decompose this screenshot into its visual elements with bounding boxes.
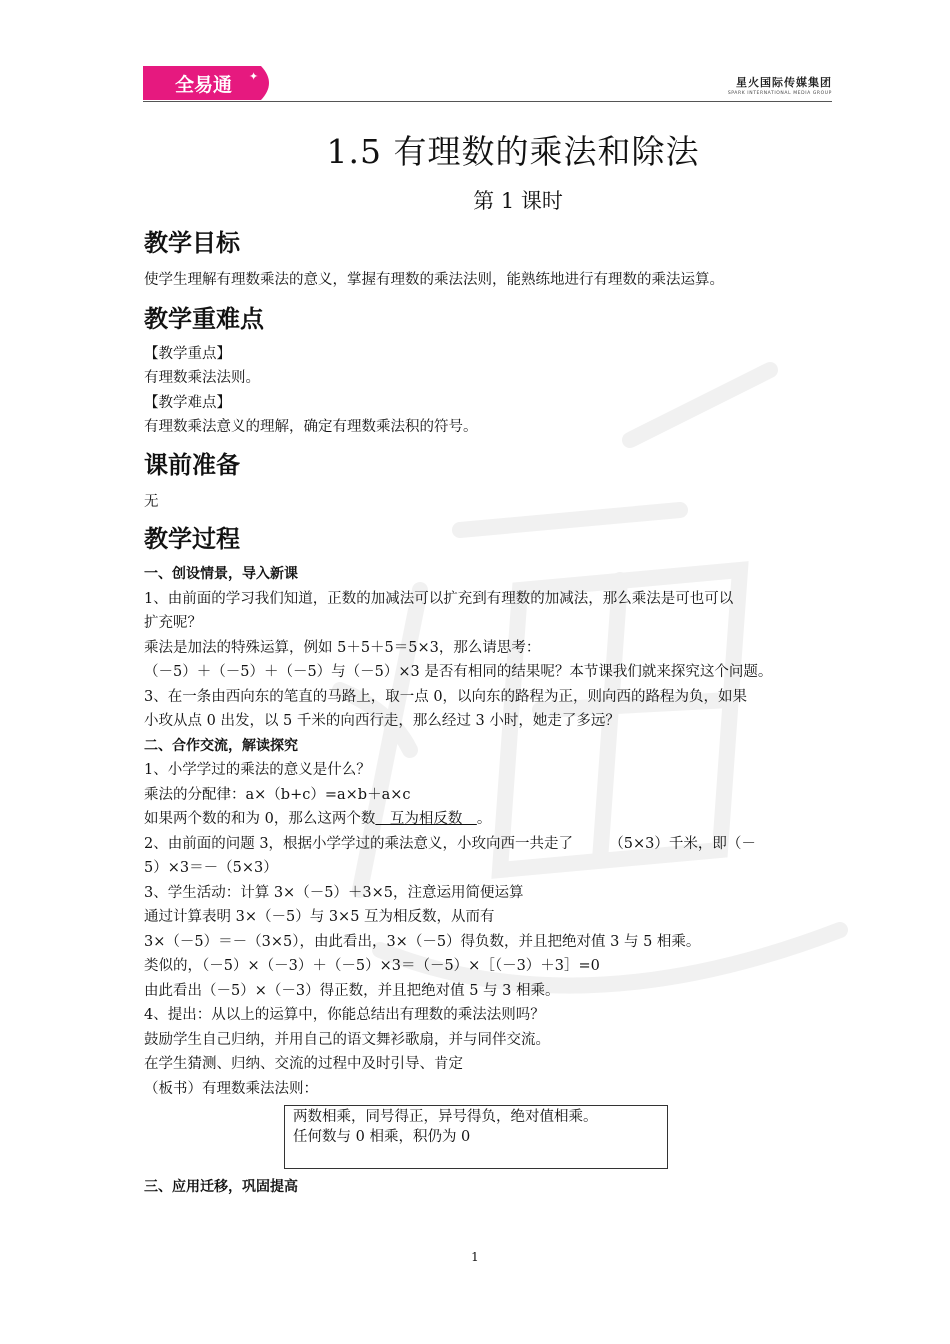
part2-line-blank	[144, 807, 834, 832]
part1-line: （－5）＋（－5）＋（－5）与（－5）×3 是否有相同的结果呢？本节课我们就来探究这个问题。	[144, 664, 773, 680]
logo-text: 全易通	[175, 74, 233, 96]
part2-line: 4、提出：从以上的运算中，你能总结出有理数的乘法法则吗？	[144, 1007, 545, 1023]
focus-text: 有理数乘法法则。	[144, 370, 260, 386]
difficulty-label: 【教学难点】	[144, 394, 231, 411]
brand-en: SPARK INTERNATIONAL MEDIA GROUP	[727, 91, 832, 96]
part2-line: 1、小学学过的乘法的意义是什么？	[144, 762, 371, 778]
goals-heading: 教学目标	[144, 229, 240, 257]
page-number: 1	[471, 1250, 479, 1264]
part2-line: 3、学生活动：计算 3×（－5）＋3×5，注意运用简便运算	[144, 884, 524, 901]
part2-line: 5）×3＝－（5×3）	[144, 860, 278, 876]
part2-line: 鼓励学生自己归纳，并用自己的语文舞衫歌扇，并与同伴交流。	[144, 1031, 550, 1048]
prep-heading: 课前准备	[144, 450, 240, 479]
difficulty-text: 有理数乘法意义的理解，确定有理数乘法积的符号。	[144, 419, 478, 435]
part1-line: 1、由前面的学习我们知道，正数的加减法可以扩充到有理数的加减法，那么乘法是可也可以	[144, 590, 734, 607]
part1-line: 乘法是加法的特殊运算，例如 5＋5＋5＝5×3，那么请思考：	[144, 639, 541, 656]
part1-line: 小玫从点 0 出发，以 5 千米的向西行走，那么经过 3 小时，她走了多远？	[144, 713, 620, 729]
publisher-brand	[728, 74, 832, 96]
multiplication-rule-box	[284, 1105, 668, 1169]
part3-heading: 三、应用迁移，巩固提高	[144, 1179, 298, 1195]
part2-heading: 二、合作交流，解读探究	[144, 737, 298, 754]
brand-cn: 星火国际传媒集团	[736, 76, 832, 89]
prep-text: 无	[144, 493, 159, 510]
rule-line: 任何数与 0 相乘，积仍为 0	[293, 1129, 471, 1145]
part1-heading: 一、创设情景，导入新课	[144, 566, 298, 582]
document-body	[144, 128, 834, 1200]
page-subtitle: 第 1 课时	[473, 189, 563, 213]
part2-line: 由此看出（－5）×（－3）得正数，并且把绝对值 5 与 3 相乘。	[144, 982, 560, 999]
part2-line: 通过计算表明 3×（－5）与 3×5 互为相反数，从而有	[144, 909, 495, 925]
part1-line: 扩充呢？	[144, 615, 202, 631]
part2-line: 在学生猜测、归纳、交流的过程中及时引导、肯定	[144, 1056, 463, 1072]
part1-line: 3、在一条由西向东的笔直的马路上，取一点 0，以向东的路程为正，则向西的路程为负，如果	[144, 688, 748, 705]
process-heading: 教学过程	[144, 525, 240, 553]
quanyitong-logo	[143, 66, 277, 100]
blank-answer: 互为相反数	[375, 811, 477, 827]
svg-text:✦: ✦	[249, 70, 259, 83]
blank-prefix: 如果两个数的和为 0，那么这两个数	[144, 811, 376, 827]
part2-line: 2、由前面的问题 3，根据小学学过的乘法意义，小玫向西一共走了 （5×3）千米，即（－	[144, 835, 756, 852]
goals-text: 使学生理解有理数乘法的意义，掌握有理数的乘法法则，能熟练地进行有理数的乘法运算。	[144, 272, 724, 288]
focus-label: 【教学重点】	[144, 345, 231, 362]
rule-line: 两数相乘，同号得正，异号得负，绝对值相乘。	[293, 1109, 598, 1125]
page-title: 1.5 有理数的乘法和除法	[326, 132, 700, 171]
part2-line: 乘法的分配律：a×（b+c）=a×b＋a×c	[144, 786, 411, 803]
part2-line: 类似的，（－5）×（－3）＋（－5）×3＝（－5）×［（－3）＋3］=0	[144, 958, 600, 974]
key-heading: 教学重难点	[144, 304, 264, 333]
blank-suffix: 。	[476, 811, 492, 827]
part2-line: 3×（－5）＝－（3×5），由此看出，3×（－5）得负数，并且把绝对值 3 与 5 相乘。	[144, 933, 701, 950]
header-rule	[143, 101, 832, 102]
part2-line: （板书）有理数乘法法则：	[144, 1080, 318, 1097]
